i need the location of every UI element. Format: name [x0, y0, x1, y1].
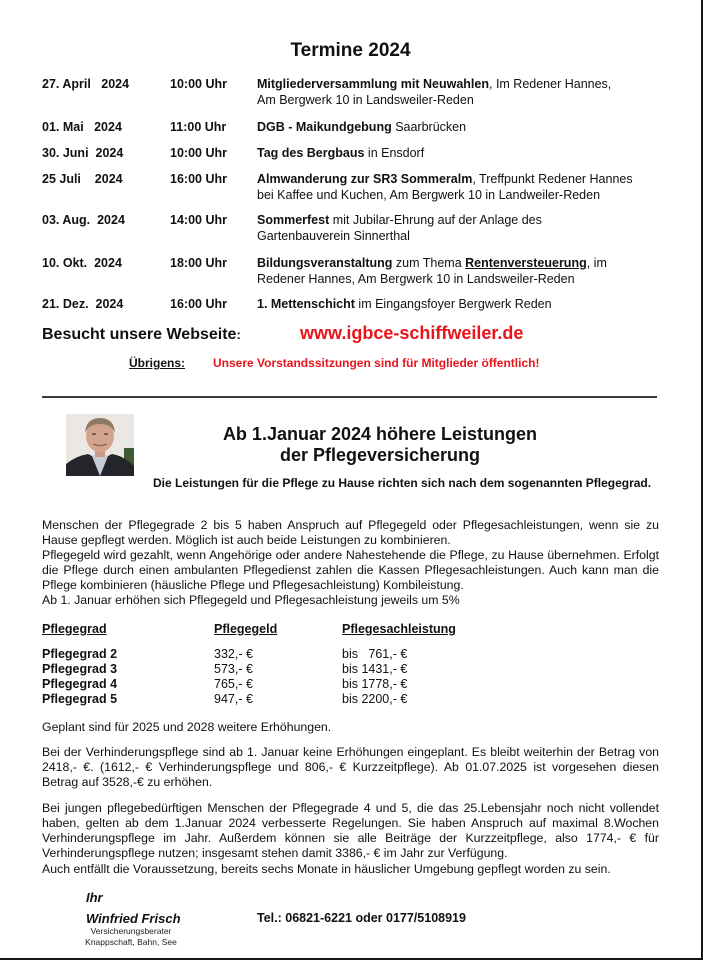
event-topic-underlined: Rentenversteuerung: [465, 256, 587, 270]
event-detail-line2: Am Bergwerk 10 in Landsweiler-Reden: [257, 93, 474, 107]
article-title-line2: der Pflegeversicherung: [279, 445, 481, 465]
event-time: 16:00 Uhr: [170, 297, 227, 311]
article-paragraph-4: Bei jungen pflegebedürftigen Menschen der Pflegegrade 4 und 5, die das 25.Lebensjahr noch nicht vollendet haben, gelten ab dem 1.Januar 2024 verbesserte Regelungen. Sie haben Anspruch auf maximal 8.Wochen Verhinderungspflege im Jahr. Außerdem können sie alle Beiträge der Kurzzeitpflege, also 1774,- € für Verhinderungspflege nutzen; insgesamt stehen damit 3386,- € im Jahr zur Verfügung.: [42, 801, 659, 860]
event-title: Sommerfest: [257, 213, 330, 227]
table-cell-pflegegeld: 947,- €: [214, 692, 253, 706]
table-cell-sachleistung: bis 1778,- €: [342, 677, 408, 691]
event-time: 10:00 Uhr: [170, 77, 227, 91]
event-description: [257, 212, 667, 244]
article-paragraph-1: [42, 518, 659, 608]
table-cell-pflegegeld: 765,- €: [214, 677, 253, 691]
event-detail-end: , im: [586, 256, 607, 270]
event-title: Tag des Bergbaus: [257, 146, 365, 160]
website-link[interactable]: www.igbce-schiffweiler.de: [300, 323, 524, 343]
event-title: Almwanderung zur SR3 Sommeralm: [257, 172, 473, 186]
event-description: [257, 255, 667, 287]
event-time: 11:00 Uhr: [170, 120, 227, 134]
table-header-pflegegeld: Pflegegeld: [214, 622, 278, 636]
event-description: [257, 296, 667, 312]
event-description: [257, 171, 667, 203]
website-label: [42, 326, 241, 344]
signature-role: [72, 926, 190, 948]
event-date: 10. Okt. 2024: [42, 256, 122, 270]
signature-role-line2: Knappschaft, Bahn, See: [85, 937, 177, 947]
event-time: 18:00 Uhr: [170, 256, 227, 270]
note-text: Unsere Vorstandssitzungen sind für Mitglieder öffentlich!: [213, 356, 540, 370]
table-cell-grade: Pflegegrad 3: [42, 662, 118, 676]
table-cell-grade: Pflegegrad 2: [42, 647, 118, 661]
contact-phone: Tel.: 06821-6221 oder 0177/5108919: [257, 911, 466, 925]
page-title: Termine 2024: [290, 40, 411, 61]
table-cell-grade: Pflegegrad 4: [42, 677, 118, 691]
event-title: Bildungsveranstaltung: [257, 256, 393, 270]
event-time: 14:00 Uhr: [170, 213, 227, 227]
article-paragraph-3: Bei der Verhinderungspflege sind ab 1. Januar keine Erhöhungen eingeplant. Es bleibt weiterhin der Betrag von 2418,- €. (1612,- € Verhinderungspflege und 806,- € Kurzzeitpflege). Ab 01.07.2025 ist vorgesehen diesen Betrag auf 3528,-€ zu erhöhen.: [42, 745, 659, 789]
article-paragraph-2: Geplant sind für 2025 und 2028 weitere Erhöhungen.: [42, 720, 332, 734]
paragraph-text: Ab 1. Januar erhöhen sich Pflegegeld und Pflegesachleistung jeweils um 5%: [42, 593, 460, 607]
table-header-pflegegrad: Pflegegrad: [42, 622, 107, 636]
event-description: [257, 145, 667, 161]
article-title-line1: Ab 1.Januar 2024 höhere Leistungen: [222, 424, 538, 444]
paragraph-text: Pflegegeld wird gezahlt, wenn Angehörige oder andere Nahestehende die Pflege, zu Hause übernehmen. Erfolgt die Pflege durch einen ambulanten Pflegedienst zahlen die Kassen Pflegesachleistungen. Auch kann man die Pflege kombinieren (häusliche Pflege und Pflegesachleistung) Kombileistung.: [42, 548, 659, 592]
event-date: 03. Aug. 2024: [42, 213, 125, 227]
event-detail: in Ensdorf: [364, 146, 425, 160]
table-cell-sachleistung: bis 761,- €: [342, 647, 408, 661]
event-time: 16:00 Uhr: [170, 172, 227, 186]
event-description: [257, 119, 667, 135]
event-title: 1. Mettenschicht: [257, 297, 355, 311]
event-detail-line2: Redener Hannes, Am Bergwerk 10 in Landsweiler-Reden: [257, 272, 575, 286]
signature-name: Winfried Frisch: [86, 911, 181, 926]
event-date: 21. Dez. 2024: [42, 297, 124, 311]
event-date: 01. Mai 2024: [42, 120, 122, 134]
event-title: Mitgliederversammlung mit Neuwahlen: [257, 77, 489, 91]
article-paragraph-5: Auch entfällt die Voraussetzung, bereits sechs Monate in häuslicher Umgebung gepflegt worden zu sein.: [42, 862, 611, 876]
event-detail: , Treffpunkt Redener Hannes: [472, 172, 633, 186]
section-divider: [42, 396, 657, 398]
event-time: 10:00 Uhr: [170, 146, 227, 160]
note-label: Übrigens:: [129, 356, 186, 370]
paragraph-text: Menschen der Pflegegrade 2 bis 5 haben Anspruch auf Pflegegeld oder Pflegesachleistungen, wenn sie zu Hause gepflegt werden. Möglich ist auch beide Leistungen zu kombinieren.: [42, 518, 659, 547]
table-cell-pflegegeld: 573,- €: [214, 662, 253, 676]
table-header-pflegesachleistung: Pflegesachleistung: [342, 622, 456, 636]
signature-role-line1: Versicherungsberater: [90, 926, 172, 936]
event-detail-line2: Gartenbauverein Sinnerthal: [257, 229, 410, 243]
event-description: [257, 76, 667, 108]
event-detail: zum Thema: [392, 256, 466, 270]
event-detail: , Im Redener Hannes,: [489, 77, 612, 91]
event-detail-line2: bei Kaffee und Kuchen, Am Bergwerk 10 in Landweiler-Reden: [257, 188, 601, 202]
author-photo: [66, 414, 134, 476]
event-title: DGB - Maikundgebung: [257, 120, 392, 134]
website-label-text: Besucht unsere Webseite: [42, 326, 237, 343]
event-detail: im Eingangsfoyer Bergwerk Reden: [354, 297, 552, 311]
table-cell-sachleistung: bis 2200,- €: [342, 692, 408, 706]
table-cell-sachleistung: bis 1431,- €: [342, 662, 408, 676]
table-cell-pflegegeld: 332,- €: [214, 647, 253, 661]
event-detail: mit Jubilar-Ehrung auf der Anlage des: [329, 213, 542, 227]
signature-greeting: Ihr: [86, 890, 103, 905]
article-intro: Die Leistungen für die Pflege zu Hause richten sich nach dem sogenannten Pflegegrad.: [153, 476, 652, 490]
event-date: 25 Juli 2024: [42, 172, 123, 186]
event-date: 27. April 2024: [42, 77, 130, 91]
event-detail: Saarbrücken: [391, 120, 467, 134]
website-label-colon: :: [236, 327, 241, 342]
portrait-image: [66, 414, 134, 476]
table-cell-grade: Pflegegrad 5: [42, 692, 118, 706]
event-date: 30. Juni 2024: [42, 146, 124, 160]
